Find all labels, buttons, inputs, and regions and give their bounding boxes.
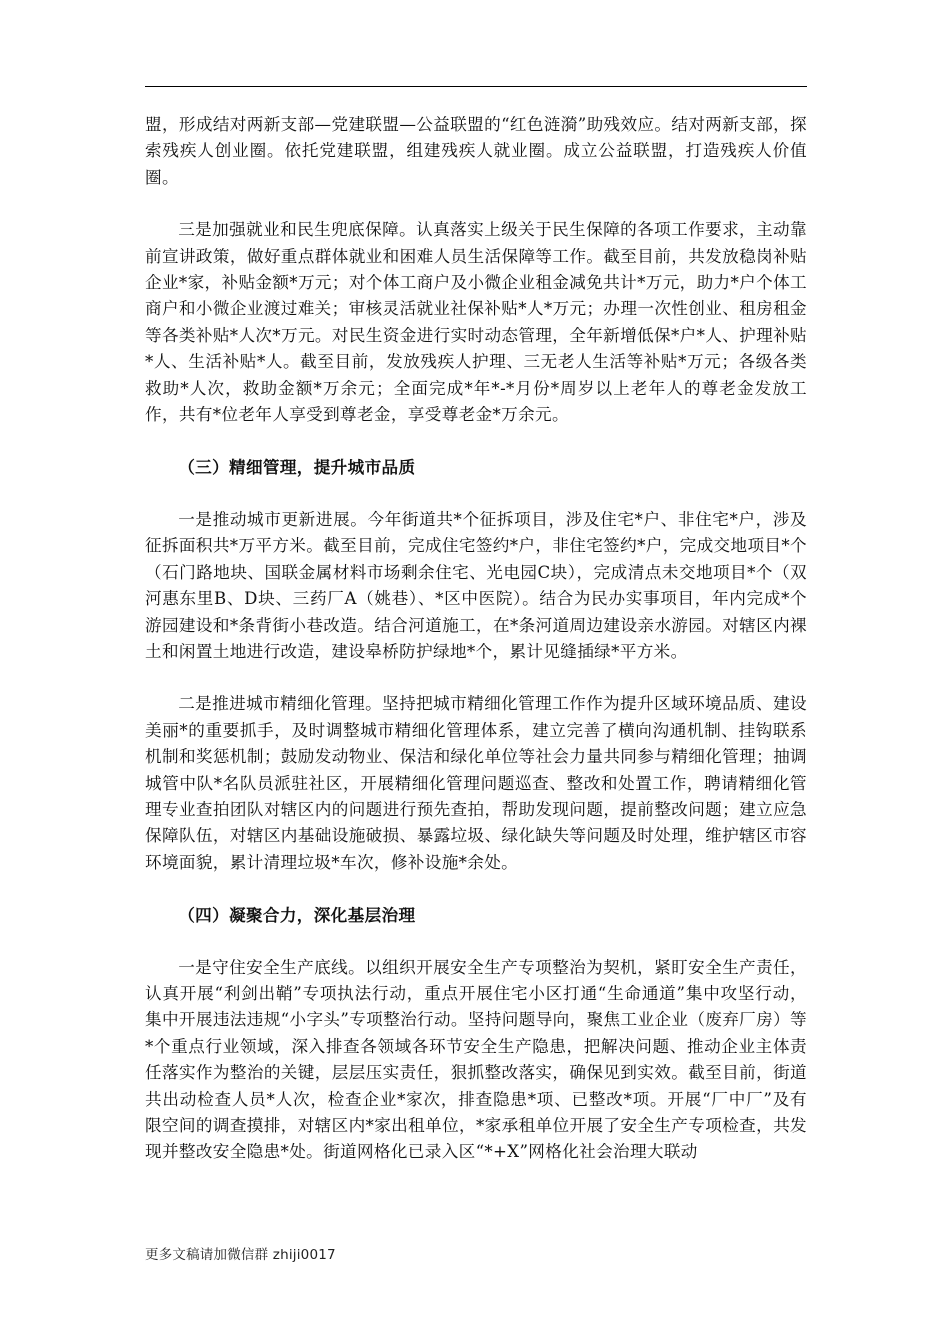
- paragraph-continuation: 盟，形成结对两新支部—党建联盟—公益联盟的“红色涟漪”助残效应。结对两新支部，探索残疾人创业圈。依托党建联盟，组建残疾人就业圈。成立公益联盟，打造残疾人价值圈。: [145, 115, 807, 187]
- paragraph-urban-renewal: 一是推动城市更新进展。今年街道共*个征拆项目，涉及住宅*户、非住宅*户，涉及征拆面积共*万平方米。截至目前，完成住宅签约*户，非住宅签约*户，完成交地项目*个（石门路地块、国联金属材料市场剩余住宅、光电园C块），完成清点未交地项目*个（双河惠东里B、D块、三药厂A（姚巷）、*区中医院）。结合为民办实事项目，年内完成*个游园建设和*条背街小巷改造。结合河道施工，在*条河道周边建设亲水游园。对辖区内裸土和闲置土地进行改造，建设皋桥防护绿地*个，累计见缝插绿*平方米。: [145, 509, 807, 661]
- header-rule: [145, 86, 807, 87]
- section-heading-3: （三）精细管理，提升城市品质: [178, 457, 416, 478]
- footer-note: 更多文稿请加微信群 zhiji0017: [145, 1247, 336, 1263]
- paragraph-employment-livelihood: 三是加强就业和民生兜底保障。认真落实上级关于民生保障的各项工作要求，主动靠前宣讲政策，做好重点群体就业和困难人员生活保障等工作。截至目前，共发放稳岗补贴企业*家，补贴金额*万元；对个体工商户及小微企业租金减免共计*万元，助力*户个体工商户和小微企业渡过难关；审核灵活就业社保补贴*人*万元；办理一次性创业、租房租金等各类补贴*人次*万元。对民生资金进行实时动态管理，全年新增低保*户*人、护理补贴*人、生活补贴*人。截至目前，发放残疾人护理、三无老人生活等补贴*万元；各级各类救助*人次，救助金额*万余元；全面完成*年*-*月份*周岁以上老年人的尊老金发放工作，共有*位老年人享受到尊老金，享受尊老金*万余元。: [145, 220, 807, 425]
- paragraph-safety-production: 一是守住安全生产底线。以组织开展安全生产专项整治为契机，紧盯安全生产责任，认真开展“利剑出鞘”专项执法行动，重点开展住宅小区打通“生命通道”集中攻坚行动，集中开展违法违规“小字头”专项整治行动。坚持问题导向，聚焦工业企业（废弃厂房）等*个重点行业领域，深入排查各领域各环节安全生产隐患，把解决问题、推动企业主体责任落实作为整治的关键，层层压实责任，狠抓整改落实，确保见到实效。截至目前，街道共出动检查人员*人次，检查企业*家次，排查隐患*项、已整改*项。开展“厂中厂”及有限空间的调查摸排，对辖区内*家出租单位，*家承租单位开展了安全生产专项检查，共发现并整改安全隐患*处。街道网格化已录入区“*+X”网格化社会治理大联动: [145, 957, 807, 1162]
- document-body: [145, 112, 807, 1166]
- section-heading-4: （四）凝聚合力，深化基层治理: [178, 905, 416, 926]
- paragraph-urban-refined-management: 二是推进城市精细化管理。坚持把城市精细化管理工作作为提升区域环境品质、建设美丽*的重要抓手，及时调整城市精细化管理体系，建立完善了横向沟通机制、挂钩联系机制和奖惩机制；鼓励发动物业、保洁和绿化单位等社会力量共同参与精细化管理；抽调城管中队*名队员派驻社区，开展精细化管理问题巡查、整改和处置工作，聘请精细化管理专业查拍团队对辖区内的问题进行预先查拍，帮助发现问题，提前整改问题；建立应急保障队伍，对辖区内基础设施破损、暴露垃圾、绿化缺失等问题及时处理，维护辖区市容环境面貌，累计清理垃圾*车次，修补设施*余处。: [145, 694, 807, 872]
